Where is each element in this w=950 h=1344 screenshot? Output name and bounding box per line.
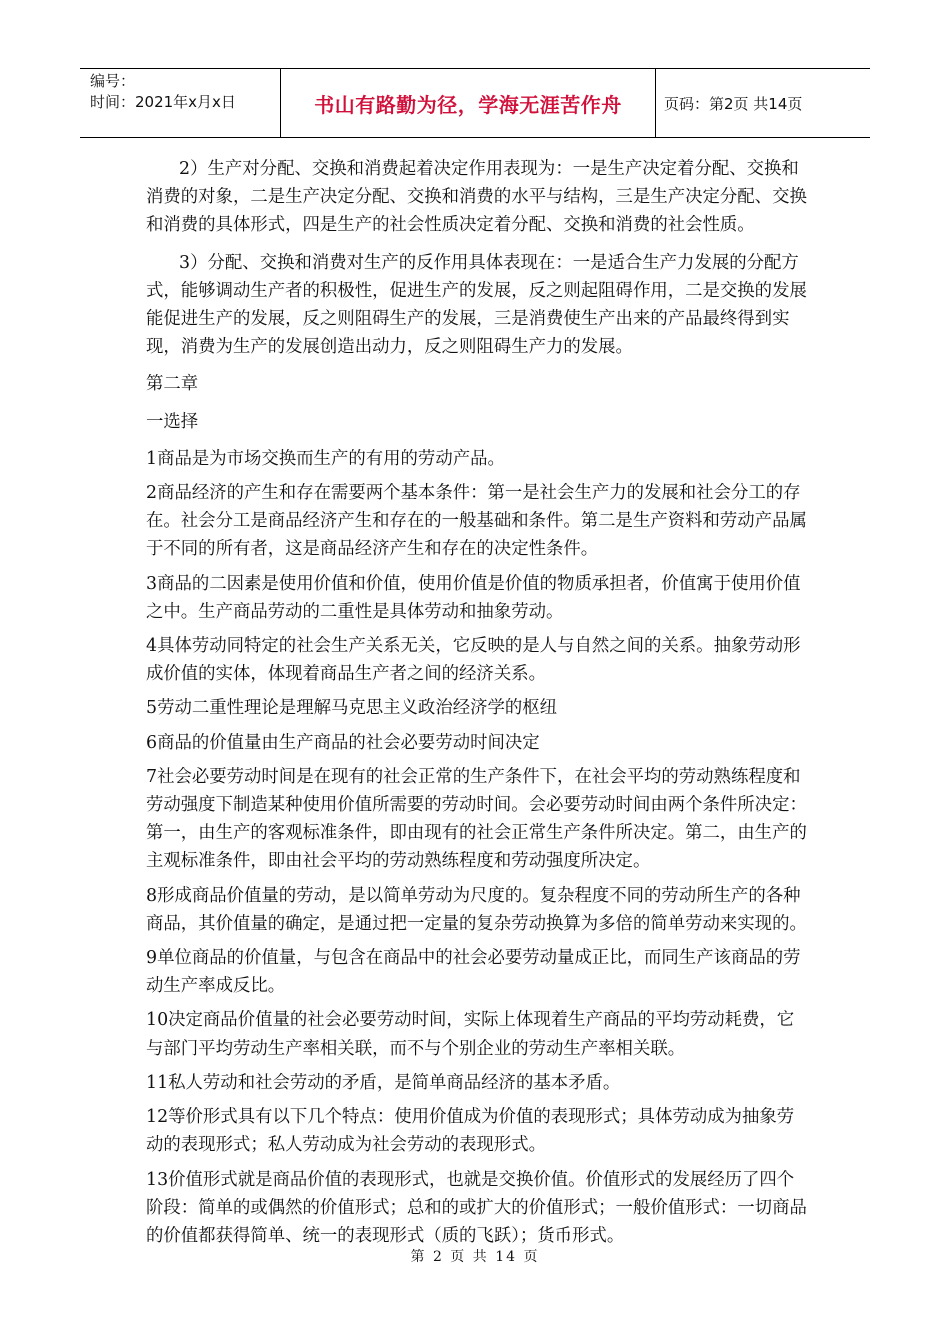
chapter-heading: 第二章: [146, 374, 199, 395]
page-header: [80, 68, 870, 138]
list-item: 2商品经济的产生和存在需要两个基本条件：第一是社会生产力的发展和社会分工的存在。社会分工是商品经济产生和存在的一般基础和条件。第二是生产资料和劳动产品属于不同的所有者，这是商品经济产生和存在的决定性条件。: [146, 483, 807, 560]
list-item: 12等价形式具有以下几个特点：使用价值成为价值的表现形式；具体劳动成为抽象劳动的表现形式；私人劳动成为社会劳动的表现形式。: [146, 1107, 795, 1156]
list-item: 4具体劳动同特定的社会生产关系无关，它反映的是人与自然之间的关系。抽象劳动形成价值的实体，体现着商品生产者之间的经济关系。: [146, 636, 801, 685]
paragraph-production-decides: 2）生产对分配、交换和消费起着决定作用表现为：一是生产决定着分配、交换和消费的对象，二是生产决定分配、交换和消费的水平与结构，三是生产决定分配、交换和消费的具体形式，四是生产的社会性质决定着分配、交换和消费的社会性质。: [146, 159, 807, 236]
document-number-label: 编号：: [90, 72, 136, 90]
paragraph-reaction-on-production: 3）分配、交换和消费对生产的反作用具体表现在：一是适合生产力发展的分配方式，能够调动生产者的积极性，促进生产的发展，反之则起阻碍作用，二是交换的发展能促进生产的发展，反之则阻碍生产的发展，三是消费使生产出来的产品最终得到实现，消费为生产的发展创造出动力，反之则阻碍生产力的发展。: [146, 252, 807, 358]
list-item: 9单位商品的价值量，与包含在商品中的社会必要劳动量成正比，而同生产该商品的劳动生产率成反比。: [146, 948, 801, 997]
header-page-info: 页码：第2页 共14页: [664, 94, 803, 113]
list-item: 3商品的二因素是使用价值和价值，使用价值是价值的物质承担者，价值寓于使用价值之中。生产商品劳动的二重性是具体劳动和抽象劳动。: [146, 573, 801, 622]
header-meta: [80, 69, 281, 137]
list-item: 7社会必要劳动时间是在现有的社会正常的生产条件下，在社会平均的劳动熟练程度和劳动强度下制造某种使用价值所需要的劳动时间。会必要劳动时间由两个条件所决定：第一，由生产的客观标准条件，即由现有的社会正常生产条件所决定。第二，由生产的主观标准条件，即由社会平均的劳动熟练程度和劳动强度所决定。: [146, 766, 807, 872]
list-item: 8形成商品价值量的劳动，是以简单劳动为尺度的。复杂程度不同的劳动所生产的各种商品，其价值量的确定，是通过把一定量的复杂劳动换算为多倍的简单劳动来实现的。: [146, 885, 807, 934]
list-item: 11私人劳动和社会劳动的矛盾，是简单商品经济的基本矛盾。: [146, 1072, 621, 1093]
document-body: [146, 155, 811, 1256]
header-motto: 书山有路勤为径，学海无涯苦作舟: [281, 69, 656, 137]
list-item: 6商品的价值量由生产商品的社会必要劳动时间决定: [146, 732, 540, 753]
list-item: 5劳动二重性理论是理解马克思主义政治经济学的枢纽: [146, 698, 558, 719]
list-item: 13价值形式就是商品价值的表现形式，也就是交换价值。价值形式的发展经历了四个阶段：简单的或偶然的价值形式；总和的或扩大的价值形式；一般价值形式：一切商品的价值都获得简单、统一的表现形式（质的飞跃）；货币形式。: [146, 1169, 807, 1246]
page-footer: 第 2 页 共 14 页: [410, 1249, 540, 1265]
list-item: 10决定商品价值量的社会必要劳动时间，实际上体现着生产商品的平均劳动耗费，它与部门平均劳动生产率相关联，而不与个别企业的劳动生产率相关联。: [146, 1010, 795, 1059]
section-heading: 一选择: [146, 411, 199, 432]
list-item: 1商品是为市场交换而生产的有用的劳动产品。: [146, 448, 505, 469]
document-time-label: 时间：2021年x月x日: [90, 93, 236, 111]
